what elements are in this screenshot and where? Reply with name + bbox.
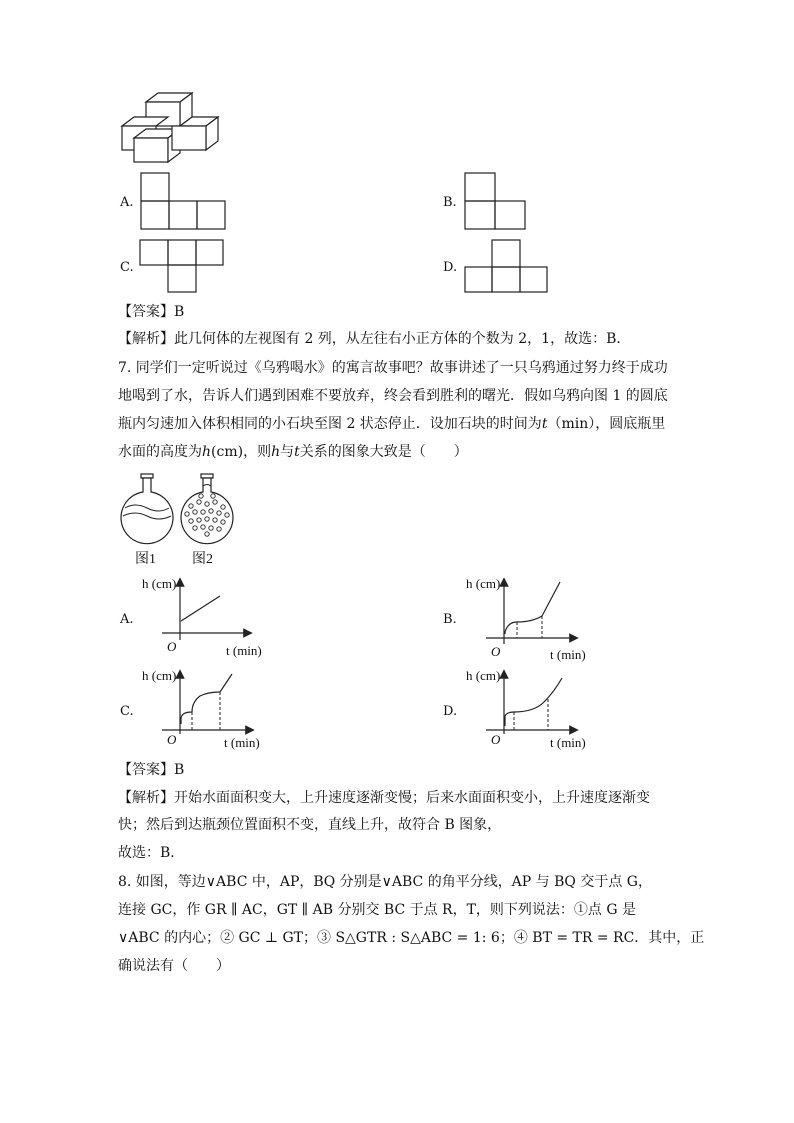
q7-analysis-2: 快；然后到达瓶颈位置面积不变，直线上升，故符合 B 图象，	[118, 817, 502, 833]
graph-a-y-label: h (cm)	[142, 576, 177, 591]
graph-c-y-label: h (cm)	[142, 668, 177, 683]
q7-option-c-label: C.	[120, 704, 134, 719]
graph-a-x-label: t (min)	[226, 643, 262, 658]
graph-b	[462, 574, 602, 664]
cube-stack-figure	[110, 90, 220, 170]
graph-d-x-label: t (min)	[550, 735, 586, 750]
q7-option-d-label: D.	[443, 704, 458, 719]
q6-option-c-grid	[139, 239, 225, 295]
q7-line-3: 瓶内匀速加入体积相同的小石块至图 2 状态停止．设加石块的时间为t（min），圆底瓶里	[118, 416, 666, 432]
q8-line-3: ∨ABC 的内心；② GC ⊥ GT；③ S△GTR : S△ABC = 1: 6；④ BT = TR = RC．其中，正	[118, 930, 705, 946]
graph-c-origin: O	[167, 732, 177, 747]
graph-d-origin: O	[491, 732, 501, 747]
q7-analysis-1: 【解析】开始水面面积变大，上升速度逐渐变慢；后来水面面积变小，上升速度逐渐变	[118, 790, 650, 806]
q6-option-d-grid	[464, 239, 550, 295]
q8-line-4: 确说法有（ ）	[118, 958, 230, 974]
graph-a-origin: O	[167, 639, 177, 654]
fig1-caption: 图1	[135, 552, 156, 567]
flask-figures	[115, 472, 245, 544]
q6-option-a-grid	[140, 172, 230, 232]
graph-b-x-label: t (min)	[550, 647, 586, 662]
q6-option-b-grid	[464, 172, 528, 232]
q6-answer: 【答案】B	[118, 304, 185, 320]
q6-option-b-label: B.	[443, 195, 457, 210]
q7-line-4: 水面的高度为h(cm)，则h与t关系的图象大致是（ ）	[118, 444, 468, 460]
q7-answer: 【答案】B	[118, 762, 185, 778]
q7-option-b-label: B.	[443, 612, 457, 627]
graph-a	[138, 574, 278, 660]
q7-line-2: 地喝到了水，告诉人们遇到困难不要放弃，终会看到胜利的曙光．假如乌鸦向图 1 的圆底	[118, 388, 668, 404]
q7-option-a-label: A.	[120, 612, 134, 627]
graph-d-y-label: h (cm)	[466, 668, 501, 683]
q8-line-1: 8. 如图，等边∨ABC 中，AP，BQ 分别是∨ABC 的角平分线，AP 与 BQ 交于点 G，	[118, 874, 652, 890]
q6-analysis: 【解析】此几何体的左视图有 2 列，从左往右小正方体的个数为 2，1，故选：B．	[118, 331, 631, 347]
q7-analysis-3: 故选：B．	[118, 845, 185, 861]
q6-option-a-label: A.	[120, 195, 134, 210]
q6-option-c-label: C.	[120, 260, 134, 275]
q6-option-d-label: D.	[443, 260, 458, 275]
q8-line-2: 连接 GC，作 GR ∥ AC，GT ∥ AB 分别交 BC 于点 R，T，则下列说法：①点 G 是	[118, 902, 637, 918]
graph-c-x-label: t (min)	[224, 735, 260, 750]
graph-c	[138, 666, 278, 752]
graph-d	[462, 666, 602, 752]
q7-line-1: 7. 同学们一定听说过《乌鸦喝水》的寓言故事吧？故事讲述了一只乌鸦通过努力终于成功	[118, 360, 668, 376]
graph-b-origin: O	[491, 644, 501, 659]
graph-b-y-label: h (cm)	[466, 576, 501, 591]
fig2-caption: 图2	[192, 552, 213, 567]
